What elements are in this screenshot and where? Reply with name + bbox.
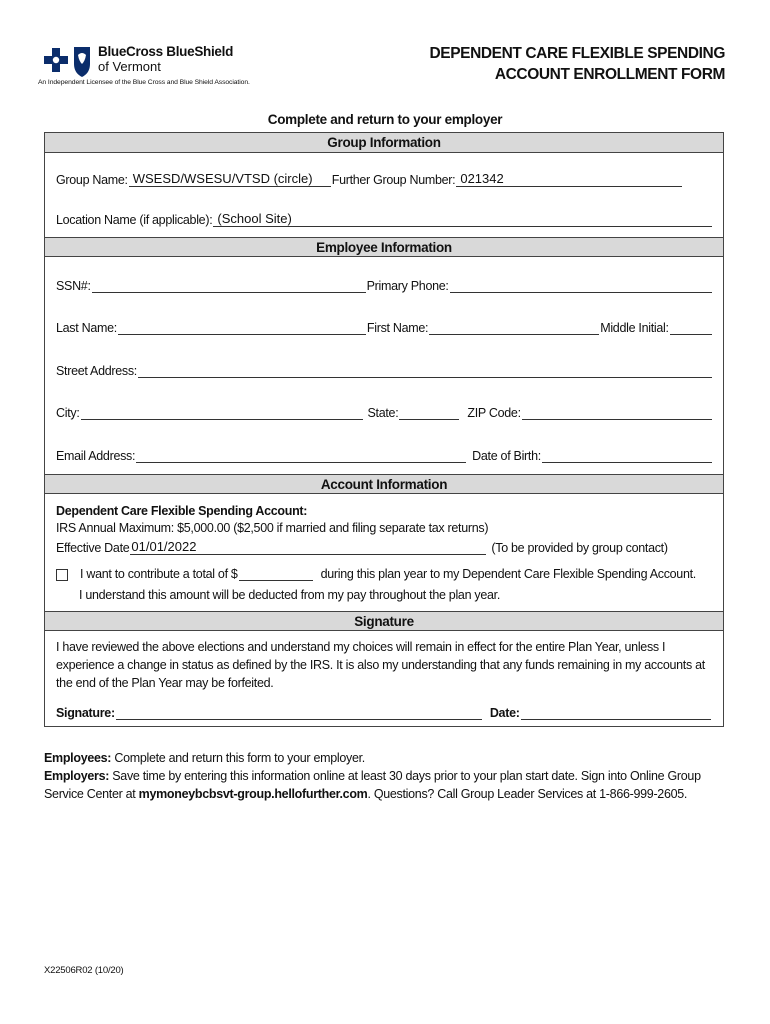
footer-notes — [44, 749, 734, 803]
contribute-suffix: during this plan year to my Dependent Care Flexible Spending Account. — [320, 567, 696, 581]
employers-link[interactable]: mymoneybcbsvt-group.hellofurther.com — [138, 787, 368, 801]
signature-date-label: Date — [489, 706, 516, 720]
primary-phone-field[interactable] — [450, 280, 712, 293]
form-code: X22506R02 (10/20) — [44, 965, 124, 976]
signature-label: Signature — [56, 706, 111, 720]
name-row — [56, 321, 713, 335]
effective-date-value: 01/01/2022 — [131, 539, 197, 554]
employers-note — [44, 767, 734, 803]
further-number-field[interactable] — [456, 171, 682, 187]
group-info-heading: Group Information — [45, 133, 723, 153]
ssn-field[interactable] — [92, 280, 366, 293]
signature-field[interactable] — [116, 707, 482, 720]
further-number-value: 021342 — [460, 171, 504, 186]
brand-name: BlueCross BlueShield — [98, 44, 234, 59]
account-subheading: Dependent Care Flexible Spending Account: — [56, 504, 308, 518]
state-field[interactable] — [399, 407, 459, 420]
effective-date-row — [56, 541, 713, 555]
effective-date-label: Effective Date — [56, 541, 130, 555]
employees-text: Complete and return this form to your employer. — [111, 751, 365, 765]
bcbs-logo — [38, 44, 264, 92]
zip-label: ZIP Code: — [467, 406, 521, 420]
irs-maximum: IRS Annual Maximum: $5,000.00 ($2,500 if married and filing separate tax returns) — [56, 521, 489, 535]
group-name-row — [56, 173, 713, 187]
further-number-label: Further Group Number: — [331, 173, 456, 187]
dob-field[interactable] — [542, 450, 712, 463]
street-field[interactable] — [138, 365, 712, 378]
zip-field[interactable] — [522, 407, 712, 420]
form-title-line1: DEPENDENT CARE FLEXIBLE SPENDING — [429, 45, 725, 62]
employees-label: Employees: — [44, 751, 112, 765]
form-title-line2: ACCOUNT ENROLLMENT FORM — [494, 66, 725, 83]
location-value: (School Site) — [217, 211, 292, 226]
location-field[interactable] — [213, 211, 712, 227]
city-row — [56, 406, 713, 420]
state-label: State: — [367, 406, 399, 420]
group-name-value: WSESD/WSESU/VTSD (circle) — [132, 171, 313, 186]
ssn-label: SSN#: — [56, 279, 91, 293]
effective-date-field[interactable] — [130, 539, 486, 555]
contribute-amount-field[interactable] — [239, 568, 313, 581]
street-label: Street Address: — [56, 364, 137, 378]
signature-statement: I have reviewed the above elections and understand my choices will remain in effect for the entire Plan Year, unless I experience a change in status as defined by the IRS. It is also my understanding that any funds remaining in my accounts at the end of the Plan Year may be forfeited. — [56, 640, 705, 690]
middle-initial-field[interactable] — [670, 322, 712, 335]
cross-shield-logo-icon — [44, 46, 94, 78]
employee-info-heading: Employee Information — [45, 237, 723, 257]
location-label: Location Name (if applicable): — [56, 213, 213, 227]
location-row — [56, 213, 713, 227]
street-row — [56, 364, 713, 378]
city-field[interactable] — [81, 407, 363, 420]
account-info-heading: Account Information — [45, 474, 723, 494]
contribute-prefix: I want to contribute a total of $ — [80, 567, 238, 581]
brand-tagline: An Independent Licensee of the Blue Cross and Blue Shield Association. — [38, 79, 250, 86]
employees-note — [44, 749, 734, 767]
last-name-field[interactable] — [118, 322, 366, 335]
instruction-text: Complete and return to your employer — [267, 112, 503, 127]
dob-label: Date of Birth: — [472, 449, 541, 463]
email-label: Email Address: — [56, 449, 136, 463]
employers-text: Save time by entering this information online at least 30 days prior to your plan start date. Sign into Online Group Service Center at — [44, 769, 701, 801]
signature-date-field[interactable] — [521, 707, 711, 720]
employers-text-end: . Questions? Call Group Leader Services at 1-866-999-2605. — [367, 787, 688, 801]
group-name-field[interactable] — [129, 171, 331, 187]
form-title — [429, 43, 725, 85]
group-name-label: Group Name: — [56, 173, 128, 187]
signature-heading: Signature — [45, 611, 723, 631]
signature-row: Signature : Date : — [56, 706, 713, 720]
email-field[interactable] — [136, 450, 466, 463]
first-name-field[interactable] — [429, 322, 599, 335]
contribute-row — [56, 567, 713, 581]
primary-phone-label: Primary Phone: — [366, 279, 449, 293]
ssn-row — [56, 279, 713, 293]
employers-label: Employers: — [44, 769, 110, 783]
city-label: City: — [56, 406, 80, 420]
deduction-note: I understand this amount will be deducted from my pay throughout the plan year. — [79, 588, 501, 602]
brand-sub: of Vermont — [98, 59, 161, 74]
email-row — [56, 449, 713, 463]
last-name-label: Last Name: — [56, 321, 117, 335]
contribute-checkbox[interactable] — [56, 569, 68, 581]
middle-initial-label: Middle Initial: — [600, 321, 669, 335]
enrollment-form — [44, 132, 724, 727]
first-name-label: First Name: — [366, 321, 429, 335]
effective-date-note: (To be provided by group contact) — [491, 541, 668, 555]
